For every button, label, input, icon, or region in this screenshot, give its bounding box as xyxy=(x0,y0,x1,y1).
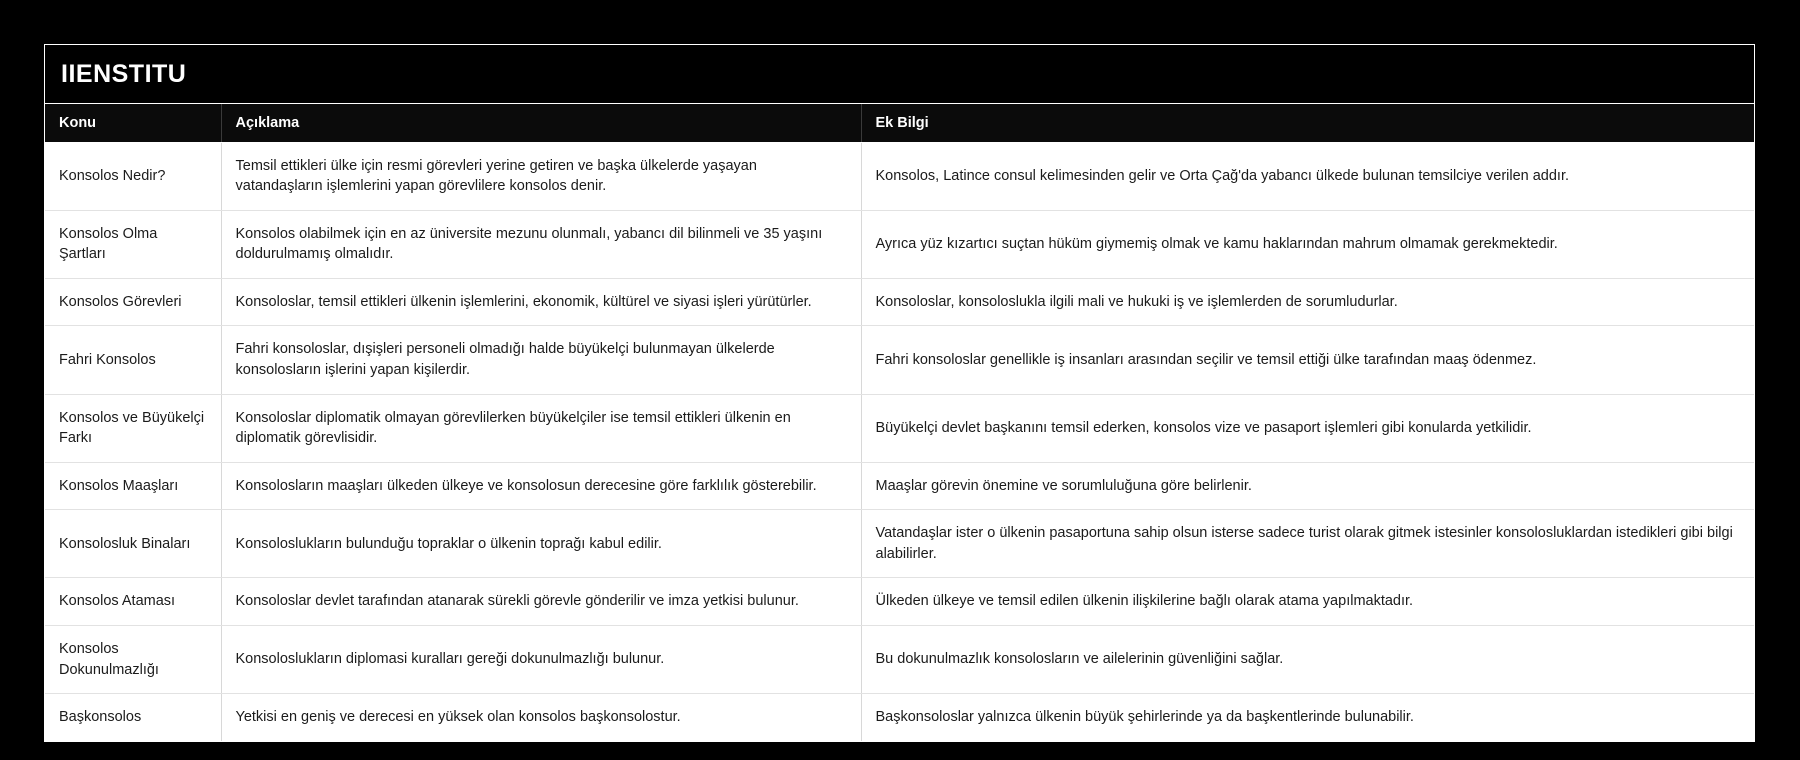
cell-konu: Konsolos Olma Şartları xyxy=(45,210,221,278)
cell-aciklama: Konsolos olabilmek için en az üniversite mezunu olunmalı, yabancı dil bilinmeli ve 35 yaşını doldurulmamış olmalıdır. xyxy=(221,210,861,278)
cell-konu: Konsolos Nedir? xyxy=(45,142,221,210)
column-header-aciklama: Açıklama xyxy=(221,104,861,143)
cell-aciklama: Konsoloslar devlet tarafından atanarak sürekli görevle gönderilir ve imza yetkisi bulunur. xyxy=(221,578,861,626)
info-table-container xyxy=(44,44,1755,742)
cell-ek-bilgi: Bu dokunulmazlık konsolosların ve ailelerinin güvenliğini sağlar. xyxy=(861,626,1754,694)
column-header-konu: Konu xyxy=(45,104,221,143)
table-row xyxy=(45,394,1754,462)
cell-aciklama: Temsil ettikleri ülke için resmi görevleri yerine getiren ve başka ülkelerde yaşayan vatandaşların işlemlerini yapan görevlilere konsolos denir. xyxy=(221,142,861,210)
cell-konu: Başkonsolos xyxy=(45,694,221,741)
table-row xyxy=(45,626,1754,694)
brand-title: IIENSTITU xyxy=(61,60,187,88)
column-header-ek-bilgi: Ek Bilgi xyxy=(861,104,1754,143)
cell-aciklama: Konsolosların maaşları ülkeden ülkeye ve konsolosun derecesine göre farklılık gösterebilir. xyxy=(221,462,861,510)
table-body xyxy=(45,142,1754,741)
cell-ek-bilgi: Büyükelçi devlet başkanını temsil ederken, konsolos vize ve pasaport işlemleri gibi konularda yetkilidir. xyxy=(861,394,1754,462)
cell-konu: Konsolosluk Binaları xyxy=(45,510,221,578)
table-header-row xyxy=(45,104,1754,143)
cell-aciklama: Konsoloslar, temsil ettikleri ülkenin işlemlerini, ekonomik, kültürel ve siyasi işleri yürütürler. xyxy=(221,278,861,326)
cell-ek-bilgi: Vatandaşlar ister o ülkenin pasaportuna sahip olsun isterse sadece turist olarak gitmek istesinler konsolosluklardan istedikleri gibi bilgi alabilirler. xyxy=(861,510,1754,578)
cell-ek-bilgi: Ayrıca yüz kızartıcı suçtan hüküm giymemiş olmak ve kamu haklarından mahrum olmamak gerekmektedir. xyxy=(861,210,1754,278)
cell-aciklama: Yetkisi en geniş ve derecesi en yüksek olan konsolos başkonsolostur. xyxy=(221,694,861,741)
cell-aciklama: Konsoloslukların bulunduğu topraklar o ülkenin toprağı kabul edilir. xyxy=(221,510,861,578)
cell-ek-bilgi: Konsolos, Latince consul kelimesinden gelir ve Orta Çağ'da yabancı ülkede bulunan temsilciye verilen addır. xyxy=(861,142,1754,210)
cell-konu: Fahri Konsolos xyxy=(45,326,221,394)
table-row xyxy=(45,578,1754,626)
table-header xyxy=(45,104,1754,143)
table-row xyxy=(45,210,1754,278)
cell-ek-bilgi: Konsoloslar, konsoloslukla ilgili mali ve hukuki iş ve işlemlerden de sorumludurlar. xyxy=(861,278,1754,326)
brand-header xyxy=(45,45,1754,104)
cell-ek-bilgi: Ülkeden ülkeye ve temsil edilen ülkenin ilişkilerine bağlı olarak atama yapılmaktadır. xyxy=(861,578,1754,626)
cell-aciklama: Konsoloslukların diplomasi kuralları gereği dokunulmazlığı bulunur. xyxy=(221,626,861,694)
cell-konu: Konsolos Ataması xyxy=(45,578,221,626)
table-row xyxy=(45,326,1754,394)
konsolos-info-table xyxy=(45,104,1754,741)
cell-konu: Konsolos Görevleri xyxy=(45,278,221,326)
table-row xyxy=(45,694,1754,741)
cell-ek-bilgi: Başkonsoloslar yalnızca ülkenin büyük şehirlerinde ya da başkentlerinde bulunabilir. xyxy=(861,694,1754,741)
table-row xyxy=(45,142,1754,210)
cell-aciklama: Fahri konsoloslar, dışişleri personeli olmadığı halde büyükelçi bulunmayan ülkelerde konsolosların işlerini yapan kişilerdir. xyxy=(221,326,861,394)
table-row xyxy=(45,510,1754,578)
cell-aciklama: Konsoloslar diplomatik olmayan görevlilerken büyükelçiler ise temsil ettikleri ülkenin en diplomatik görevlisidir. xyxy=(221,394,861,462)
cell-konu: Konsolos Dokunulmazlığı xyxy=(45,626,221,694)
table-row xyxy=(45,278,1754,326)
cell-ek-bilgi: Maaşlar görevin önemine ve sorumluluğuna göre belirlenir. xyxy=(861,462,1754,510)
cell-konu: Konsolos Maaşları xyxy=(45,462,221,510)
table-row xyxy=(45,462,1754,510)
cell-konu: Konsolos ve Büyükelçi Farkı xyxy=(45,394,221,462)
cell-ek-bilgi: Fahri konsoloslar genellikle iş insanları arasından seçilir ve temsil ettiği ülke tarafından maaş ödenmez. xyxy=(861,326,1754,394)
